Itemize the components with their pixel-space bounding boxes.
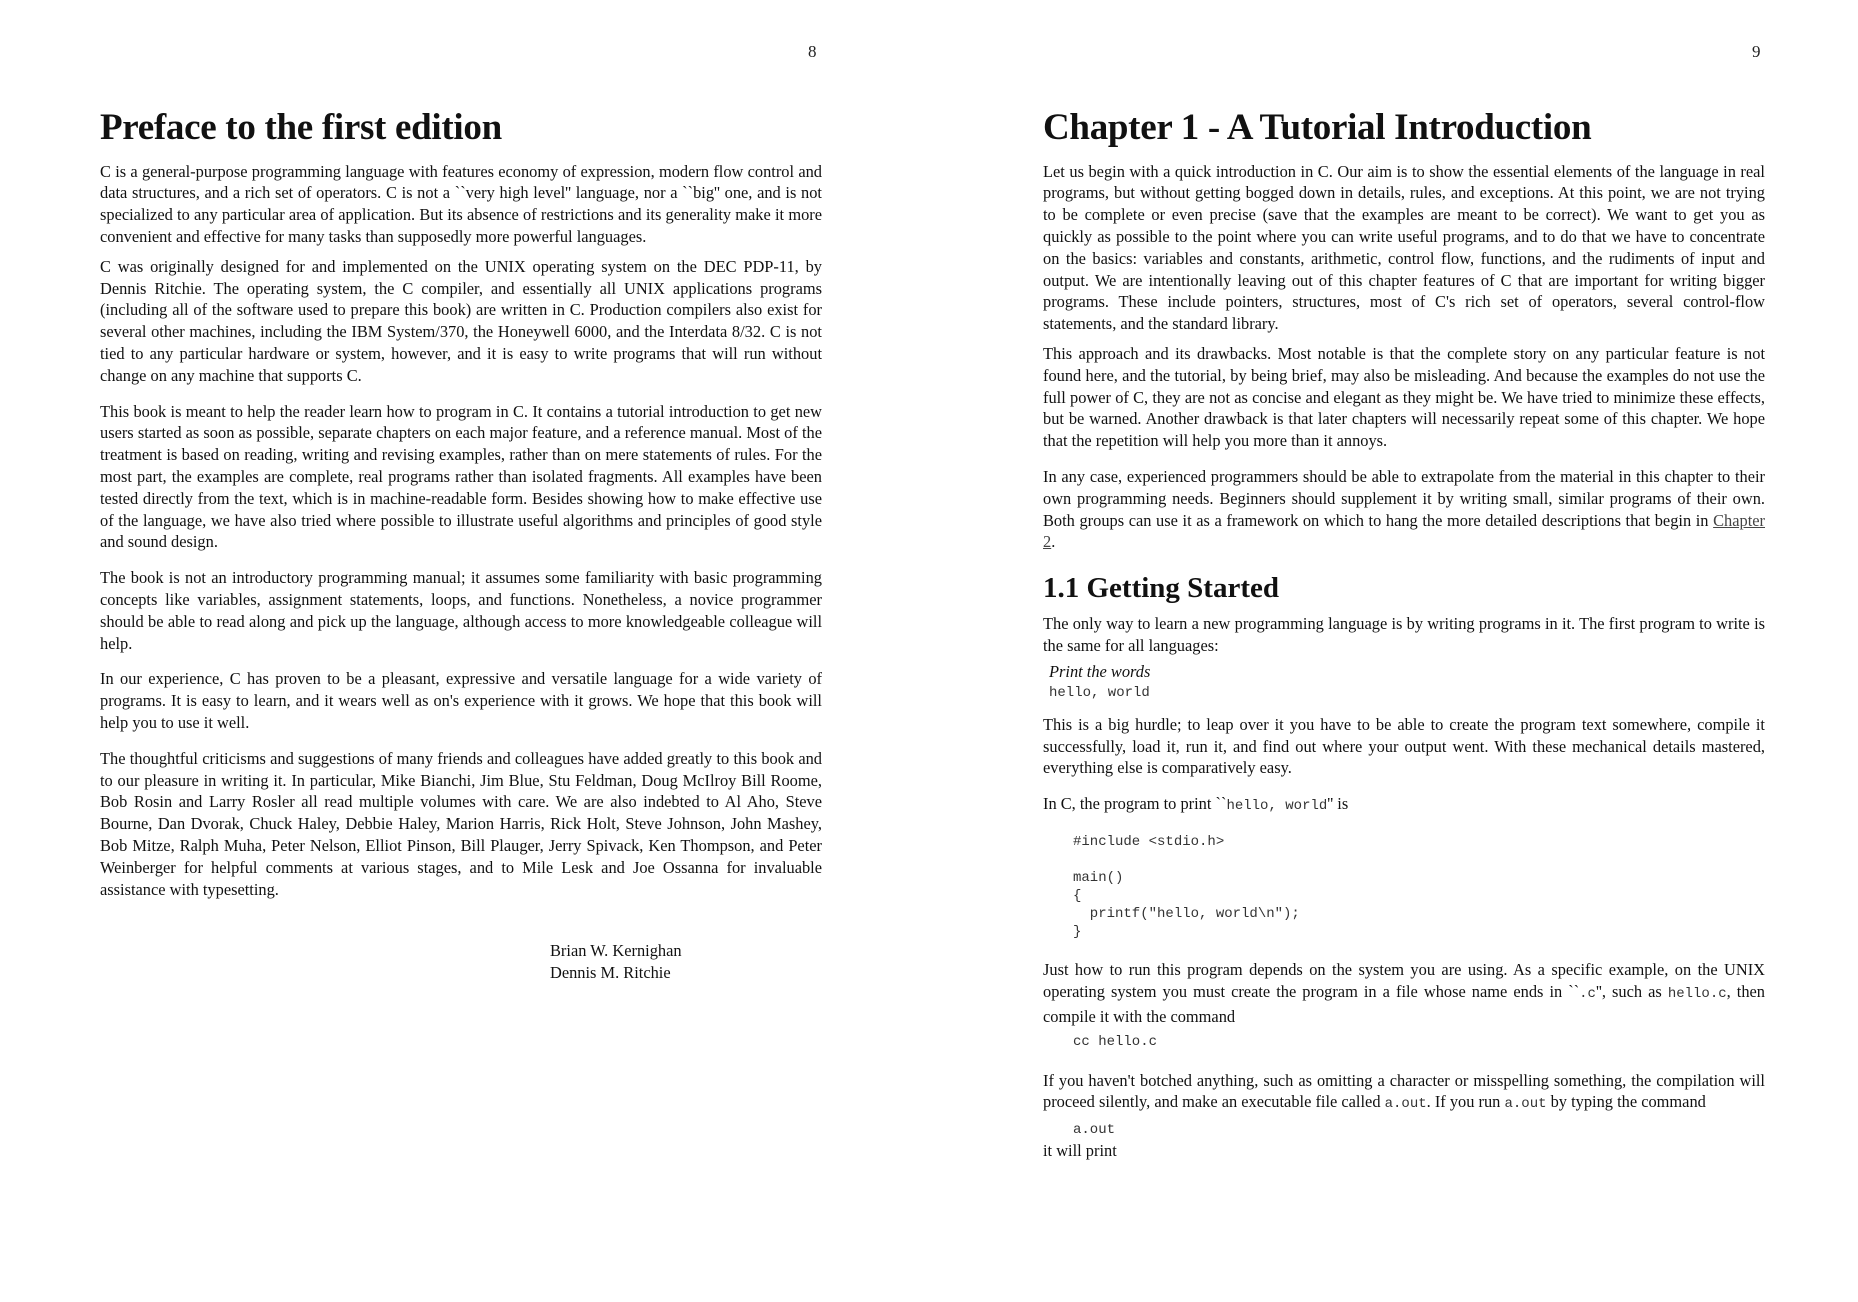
chapter-paragraph: [1043, 466, 1765, 553]
paragraph-text: In any case, experienced programmers should be able to extrapolate from the material in this chapter to their own programming needs. Beginners should supplement it by writing small, similar programs of their own. Both groups can use it as a framework on which to hang the more detailed descriptions that begin in: [1043, 467, 1765, 530]
author-name: Dennis M. Ritchie: [550, 963, 671, 983]
preface-paragraph: In our experience, C has proven to be a pleasant, expressive and versatile language for a wide variety of programs. It is easy to learn, and it wears well as on's experience with it grows. We hope that this book will help you to use it well.: [100, 669, 822, 733]
section-title: 1.1 Getting Started: [1043, 572, 1279, 605]
inline-code: a.out: [1384, 1096, 1427, 1113]
print-words-label: Print the words: [1049, 661, 1151, 681]
preface-title: Preface to the first edition: [100, 107, 502, 148]
right-page-content: [1043, 108, 1765, 1162]
code-block: #include <stdio.h> main() { printf("hello, world\n"); }: [1073, 834, 1300, 941]
paragraph-text: '' is: [1327, 794, 1349, 814]
paragraph-text: '', such as: [1595, 981, 1668, 1001]
section-paragraph: it will print: [1043, 1141, 1117, 1161]
paragraph-text: In C, the program to print ``: [1043, 794, 1227, 814]
inline-code: a.out: [1504, 1096, 1547, 1113]
preface-paragraph: C was originally designed for and implemented on the UNIX operating system on the DEC PDP-11, by Dennis Ritchie. The operating system, the C compiler, and essentially all UNIX applications programs (including all of the software used to prepare this book) are written in C. Production compilers also exist for several other machines, including the IBM System/370, the Honeywell 6000, and the Interdata 8/32. C is not tied to any particular hardware or system, however, and it is easy to write programs that will run without change on any machine that supports C.: [100, 256, 822, 385]
preface-paragraph: The book is not an introductory programming manual; it assumes some familiarity with basic programming concepts like variables, assignment statements, loops, and functions. Nonetheless, a novice programmer should be able to read along and pick up the language, although access to more knowledgeable colleague will help.: [100, 568, 822, 653]
signature: [550, 940, 822, 984]
chapter-title: Chapter 1 - A Tutorial Introduction: [1043, 107, 1592, 148]
paragraph-text: Just how to run this program depends on the system you are using. As a specific example, on the UNIX operating system you must create the program in a file whose name ends in ``: [1043, 960, 1765, 1001]
section-paragraph: [1043, 959, 1765, 1027]
chapter-paragraph: Let us begin with a quick introduction in C. Our aim is to show the essential elements of the language in real programs, but without getting bogged down in details, rules, and exceptions. At this point, we are not trying to be complete or even precise (save that the examples are meant to be correct). We want to get you as quickly as possible to the point where you can write useful programs, and to do that we have to concentrate on the basics: variables and constants, arithmetic, control flow, functions, and the rudiments of input and output. We are intentionally leaving out of this chapter features of C that are important for writing bigger programs. These include pointers, structures, most of C's rich set of operators, several control-flow statements, and the standard library.: [1043, 161, 1765, 334]
section-paragraph: [1043, 793, 1765, 817]
inline-code: .c: [1579, 985, 1596, 1002]
inline-code: hello.c: [1667, 985, 1727, 1002]
right-page: [929, 0, 1858, 1302]
chapter-paragraph: This approach and its drawbacks. Most notable is that the complete story on any particular feature is not found here, and the tutorial, by being brief, may also be misleading. And because the examples do not use the full power of C, they are not as concise and elegant as they might be. We have tried to minimize these effects, but be warned. Another drawback is that later chapters will necessarily repeat some of this chapter. We hope that the repetition will help you more than it annoys.: [1043, 344, 1765, 451]
paragraph-text: by typing the command: [1546, 1092, 1706, 1112]
section-paragraph: This is a big hurdle; to leap over it you have to be able to create the program text somewhere, compile it successfully, load it, run it, and find out where your output went. With these mechanical details mastered, everything else is comparatively easy.: [1043, 714, 1765, 778]
paragraph-text: .: [1051, 532, 1056, 552]
paragraph-text: If you haven't botched anything, such as omitting a character or misspelling something, the compilation will proceed silently, and make an executable file called: [1043, 1070, 1765, 1112]
preface-paragraph: This book is meant to help the reader learn how to program in C. It contains a tutorial introduction to get new users started as soon as possible, separate chapters on each major feature, and a reference manual. Most of the treatment is based on reading, writing and revising examples, rather than on mere statements of rules. For the most part, the examples are complete, real programs rather than isolated fragments. All examples have been tested directly from the text, which is in machine-readable form. Besides showing how to make effective use of the language, we have also tried where possible to illustrate useful algorithms and principles of good style and sound design.: [100, 401, 822, 552]
preface-paragraph: C is a general-purpose programming language with features economy of expression, modern flow control and data structures, and a rich set of operators. C is not a ``very high level'' language, nor a ``big'' one, and is not specialized to any particular area of application. But its absence of restrictions and its generality make it more convenient and effective for many tasks than supposedly more powerful languages.: [100, 161, 822, 247]
author-name: Brian W. Kernighan: [550, 941, 682, 961]
chapter-2-link[interactable]: Chapter 2: [1043, 510, 1765, 552]
paragraph-text: , then compile it with the command: [1043, 981, 1765, 1026]
preface-paragraph: The thoughtful criticisms and suggestions of many friends and colleagues have added greatly to this book and to our pleasure in writing it. In particular, Mike Bianchi, Jim Blue, Stu Feldman, Doug McIlroy Bill Roome, Bob Rosin and Larry Rosler all read multiple volumes with care. We are also indebted to Al Aho, Steve Bourne, Dan Dvorak, Chuck Haley, Debbie Haley, Marion Harris, Rick Holt, Steve Johnson, John Mashey, Bob Mitze, Ralph Muha, Peter Nelson, Elliot Pinson, Bill Plauger, Jerry Spivack, Ken Thompson, and Peter Weinberger for helpful comments at various stages, and to Mile Lesk and Joe Ossanna for invaluable assistance with typesetting.: [100, 748, 822, 899]
section-paragraph: [1043, 1070, 1765, 1117]
page-number: 9: [1752, 42, 1761, 61]
inline-code: hello, world: [1226, 798, 1328, 815]
section-paragraph: The only way to learn a new programming language is by writing programs in it. The first program to write is the same for all languages:: [1043, 614, 1765, 655]
left-page-content: [100, 108, 822, 984]
paragraph-text: . If you run: [1426, 1092, 1505, 1112]
page-number: 8: [808, 42, 817, 61]
compile-command: cc hello.c: [1073, 1033, 1158, 1050]
hello-world-text: hello, world: [1049, 684, 1150, 701]
run-command: a.out: [1073, 1122, 1116, 1139]
